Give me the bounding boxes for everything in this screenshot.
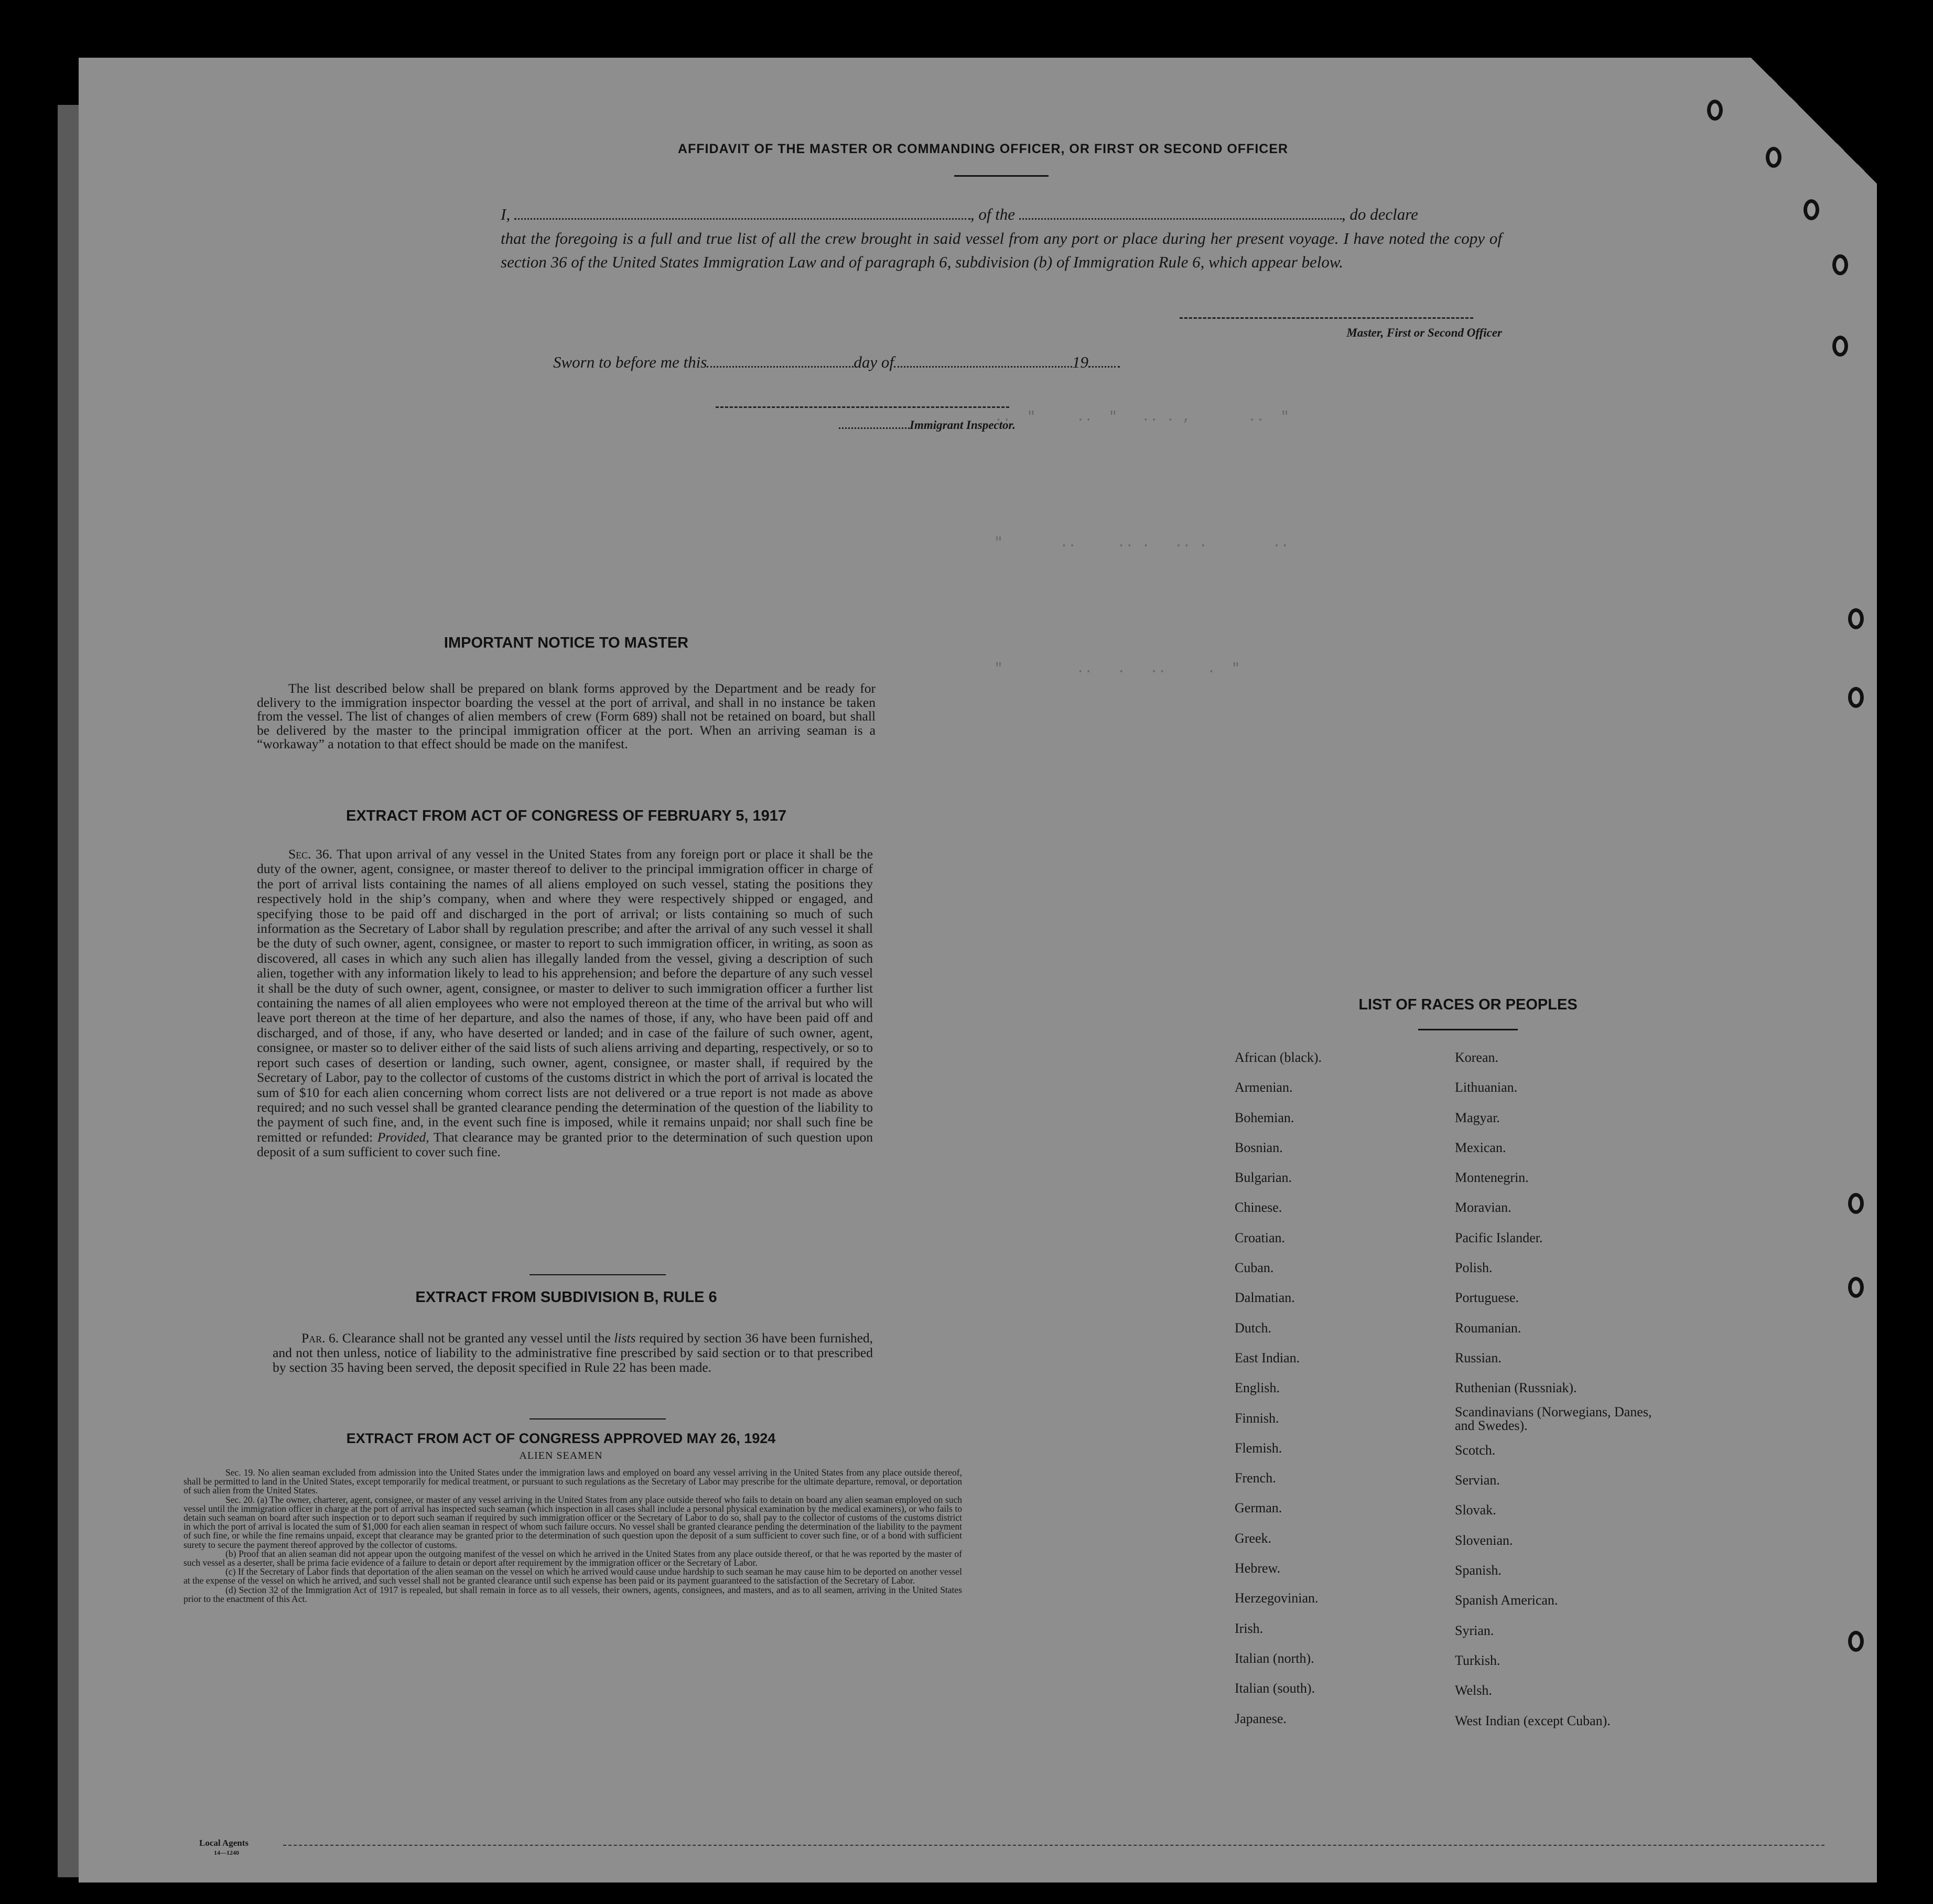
race-item: Moravian. [1455, 1200, 1511, 1215]
race-item: Pacific Islander. [1455, 1230, 1543, 1245]
sec-36-text: That upon arrival of any vessel in the United States from any foreign port or place it shall be the duty of the owner, agent, consignee, or master thereof to deliver to the principal immigration officer in charge of the port of arrival lists containing the names of all aliens employed on such vessel, stating the positions they respectively hold in the ship’s company, when and where they were respectively shipped or engaged, and specifying those to be paid off and discharged in the port of arrival; or lists containing so much of such information as the Secretary of Labor shall by regulation prescribe; and after the arrival of any such vessel it shall be the duty of such owner, agent, consignee, or master to report to such immigration officer, in writing, as soon as discovered, all cases in which any such alien has illegally landed from the vessel, giving a description of such alien, together with any information likely to lead to his apprehension; and before the departure of any such vessel it shall be the duty of such owner, agent, consignee, or master to deliver to such immigration officer a further list containing the names of all alien employees who were not employed thereon at the time of the arrival but who will leave port thereon at the time of her departure, and also the names of those, if any, who have been paid off and discharged, and of those, if any, who have deserted or landed; and in case of the failure of such owner, agent, consignee, or master so to deliver either of the said lists of such aliens arriving and departing, respectively, or so to report such cases of desertion or landing, such owner, agent, consignee, or master shall, if required by the Secretary of Labor, pay to the collector of customs of the customs district in which the port of arrival is located the sum of $10 for each alien concerning whom correct lists are not delivered or a true report is not made as above required; and no such vessel shall be granted clearance pending the determination of the question of the liability to the payment of such fine, and, in the event such fine is imposed, while it remains unpaid; nor shall such fine be remitted or refunded: [257, 846, 873, 1145]
race-item: Scotch. [1455, 1442, 1496, 1458]
race-item: English. [1235, 1380, 1280, 1396]
sec-20a-paragraph: Sec. 20. (a) The owner, charterer, agent, consignee, or master of any vessel arriving in the United States from any place outside thereof who fails to detain on board any alien seaman employed on such vessel until the immigration officer in charge at the port of arrival has inspected such seaman (which inspection in all cases shall include a personal physical examination by the medical examiners), or who fails to detain such seaman on board after such inspection or to deport such seaman if required by such immigration officer or the Secretary of Labor to do so, shall pay to the collector of customs of the customs district in which the port of arrival is located the sum of $1,000 for each alien seaman in respect of whom such failure occurs. No vessel shall be granted clearance pending the determination of the liability to the payment of such fine, or while the fine remains unpaid, except that clearance may be granted prior to the determination of such question upon the deposit of a sum sufficient to cover such fine, or of a bond with sufficient surety to secure the payment thereof approved by the collector of customs. [183, 1494, 962, 1550]
vessel-name-field[interactable] [1019, 203, 1342, 220]
race-item: Korean. [1455, 1050, 1499, 1065]
race-item: Dalmatian. [1235, 1290, 1295, 1306]
race-item: Hebrew. [1235, 1561, 1281, 1576]
race-item: Syrian. [1455, 1622, 1494, 1638]
sworn-year: 19 [1072, 353, 1088, 371]
extract-1924-title: EXTRACT FROM ACT OF CONGRESS APPROVED MAY 26, 1924 [346, 1430, 776, 1446]
sec-36-text-end: That clearance may be granted prior to the determination of such question upon deposit of a sum sufficient to cover such fine. [257, 1129, 873, 1160]
provided-word: Provided, [377, 1129, 429, 1145]
sworn-day-field[interactable] [707, 351, 854, 368]
race-item: Flemish. [1235, 1440, 1282, 1456]
race-item: Italian (south). [1235, 1681, 1315, 1696]
race-item: East Indian. [1235, 1350, 1300, 1365]
race-item: Servian. [1455, 1472, 1500, 1488]
inspector-dots [839, 418, 910, 429]
race-item: Bohemian. [1235, 1110, 1294, 1125]
inspector-label: Immigrant Inspector. [910, 418, 1016, 432]
affidavit-body: that the foregoing is a full and true list of all the crew brought in said vessel from any port or place during her present voyage. I have noted the copy of section 36 of the United States Immigration Law and of paragraph 6, subdivision (b) of Immigration Rule 6, which appear below. [501, 229, 1502, 271]
affidavit-declaration-line [501, 203, 1502, 224]
races-left-column [1235, 1042, 1439, 1734]
binder-hole [1848, 1193, 1864, 1214]
affidavit-do-declare-label: , do declare [1341, 205, 1418, 223]
race-item: Croatian. [1235, 1230, 1286, 1245]
binder-hole [1848, 608, 1864, 629]
race-item: Slovak. [1455, 1502, 1496, 1518]
race-item: Armenian. [1235, 1080, 1293, 1095]
bleed-through-text: .. " .. " .. . , .. " [970, 409, 1289, 425]
page-edge-shadow [58, 105, 79, 1877]
affidavit-of-the-label: , of the [970, 205, 1016, 223]
divider [954, 175, 1049, 177]
inspector-label-line [839, 418, 1016, 432]
race-item: Mexican. [1455, 1139, 1506, 1155]
master-name-field[interactable] [514, 203, 970, 220]
sec-19-paragraph: Sec. 19. No alien seaman excluded from admission into the United States under the immigration laws and employed on board any vessel arriving in the United States from any place outside thereof, shall be permitted to land in the United States, except temporarily for medical treatment, or pursuant to such regulations as the Secretary of Labor may prescribe for the ultimate departure, removal, or deportation of such alien from the United States. [183, 1467, 962, 1496]
race-item: African (black). [1235, 1050, 1322, 1065]
race-item: Japanese. [1235, 1711, 1287, 1726]
race-item: Chinese. [1235, 1200, 1282, 1215]
sworn-prefix: Sworn to before me this [553, 353, 707, 371]
affidavit-i-label: I, [501, 205, 511, 223]
race-item: Greek. [1235, 1530, 1272, 1546]
sec-20c-paragraph: (c) If the Secretary of Labor finds that deportation of the alien seaman on the vessel on which he arrived would cause undue hardship to such seaman he may cause him to be deported on another vessel at the expense of the vessel on which he arrived, and such vessel shall not be granted clearance until such expense has been paid or its payment guaranteed to the satisfaction of the Secretary of Labor. [183, 1566, 962, 1586]
footer-dashed-rule [283, 1845, 1824, 1846]
inspector-signature-line[interactable] [716, 406, 1009, 408]
binder-hole [1707, 100, 1723, 121]
form-number: 14—1240 [214, 1849, 239, 1856]
binder-hole [1832, 336, 1848, 357]
master-signature-line[interactable] [1180, 317, 1473, 319]
race-item: Lithuanian. [1455, 1080, 1518, 1095]
extract-rule6-title: EXTRACT FROM SUBDIVISION B, RULE 6 [415, 1289, 717, 1306]
notice-title: IMPORTANT NOTICE TO MASTER [444, 634, 689, 651]
extract-1924-subtitle: ALIEN SEAMEN [519, 1450, 603, 1461]
race-item: Portuguese. [1455, 1290, 1519, 1306]
bleed-through-text: " .. .. . .. . .. [970, 535, 1289, 551]
binder-hole [1848, 687, 1864, 708]
race-item: German. [1235, 1500, 1282, 1516]
sworn-day-of: day of [854, 353, 894, 371]
binder-hole [1832, 254, 1848, 275]
race-item: Dutch. [1235, 1320, 1272, 1336]
race-item: Cuban. [1235, 1260, 1274, 1276]
divider [1418, 1029, 1518, 1030]
race-item: Slovenian. [1455, 1532, 1513, 1548]
race-item: Montenegrin. [1455, 1170, 1529, 1186]
race-item: Bulgarian. [1235, 1170, 1292, 1186]
torn-corner [1720, 58, 1877, 215]
binder-hole [1766, 147, 1781, 168]
extract-1917-body [257, 847, 873, 1160]
race-item: Turkish. [1455, 1652, 1500, 1668]
race-item: Ruthenian (Russniak). [1455, 1380, 1577, 1396]
sworn-line [553, 351, 1120, 372]
sworn-month-field[interactable] [894, 351, 1072, 368]
race-item: Irish. [1235, 1620, 1264, 1636]
race-item: Polish. [1455, 1260, 1493, 1276]
par-6-text-b: required by section 36 have been furnished, and not then unless, notice of liability to the administrative fine prescribed by said section or to that prescribed by section 35 having been served, the deposit specified in Rule 22 has been made. [273, 1330, 873, 1375]
master-signature-label: Master, First or Second Officer [1346, 326, 1502, 339]
races-right-column [1455, 1042, 1659, 1736]
local-agents-label: Local Agents [199, 1838, 249, 1848]
race-item: Scandinavians (Norwegians, Danes, and Swedes). [1455, 1404, 1652, 1433]
bleed-through-text: " .. . .. . " [970, 661, 1240, 676]
race-item: Roumanian. [1455, 1320, 1521, 1336]
sworn-year-field[interactable] [1088, 351, 1120, 368]
lists-word: lists [614, 1330, 636, 1346]
sec-20d-paragraph: (d) Section 32 of the Immigration Act of 1917 is repealed, but shall remain in force as to all vessels, their owners, agents, consignees, and masters, and as to all seamen, arriving in the United States prior to the enactment of this Act. [183, 1584, 962, 1604]
sec-36-label: Sec. 36. [288, 846, 333, 862]
race-item: Spanish American. [1455, 1593, 1558, 1608]
race-item: Magyar. [1455, 1110, 1500, 1125]
affidavit-title: AFFIDAVIT OF THE MASTER OR COMMANDING OFFICER, OR FIRST OR SECOND OFFICER [677, 142, 1289, 156]
races-title: LIST OF RACES OR PEOPLES [1358, 996, 1578, 1013]
race-item: Russian. [1455, 1350, 1502, 1365]
race-item: Spanish. [1455, 1563, 1502, 1578]
binder-hole [1804, 199, 1819, 220]
divider [530, 1418, 666, 1419]
divider [530, 1274, 666, 1275]
race-item: Italian (north). [1235, 1650, 1314, 1666]
race-item: West Indian (except Cuban). [1455, 1713, 1611, 1728]
extract-1924-body [183, 1468, 962, 1604]
par-6-label: Par. 6. [301, 1330, 339, 1346]
race-item: Herzegovinian. [1235, 1590, 1319, 1606]
binder-hole [1848, 1277, 1864, 1298]
race-item: French. [1235, 1470, 1276, 1486]
extract-rule6-body [273, 1331, 873, 1375]
sec-20b-paragraph: (b) Proof that an alien seaman did not appear upon the outgoing manifest of the vessel on which he arrived in the United States from any place outside thereof, or that he was reported by the master of such vessel as a deserter, shall be prima facie evidence of a failure to detain or deport after requirement by the immigration officer or the Secretary of Labor. [183, 1548, 962, 1568]
race-item: Welsh. [1455, 1683, 1492, 1698]
binder-hole [1848, 1631, 1864, 1652]
race-item: Finnish. [1235, 1410, 1279, 1426]
extract-1917-title: EXTRACT FROM ACT OF CONGRESS OF FEBRUARY 5, 1917 [345, 808, 787, 824]
race-item: Bosnian. [1235, 1139, 1283, 1155]
par-6-text-a: Clearance shall not be granted any vessel until the [342, 1330, 611, 1346]
notice-body: The list described below shall be prepared on blank forms approved by the Department and be ready for delivery to the immigration inspector boarding the vessel at the port of arrival, and shall in no instance be taken from the vessel. The list of changes of alien members of crew (Form 689) shall not be retained on board, but shall be delivered by the master to the principal immigration officer at the port. When an arriving seaman is a “workaway” a notation to that effect should be made on the manifest. [257, 681, 876, 751]
